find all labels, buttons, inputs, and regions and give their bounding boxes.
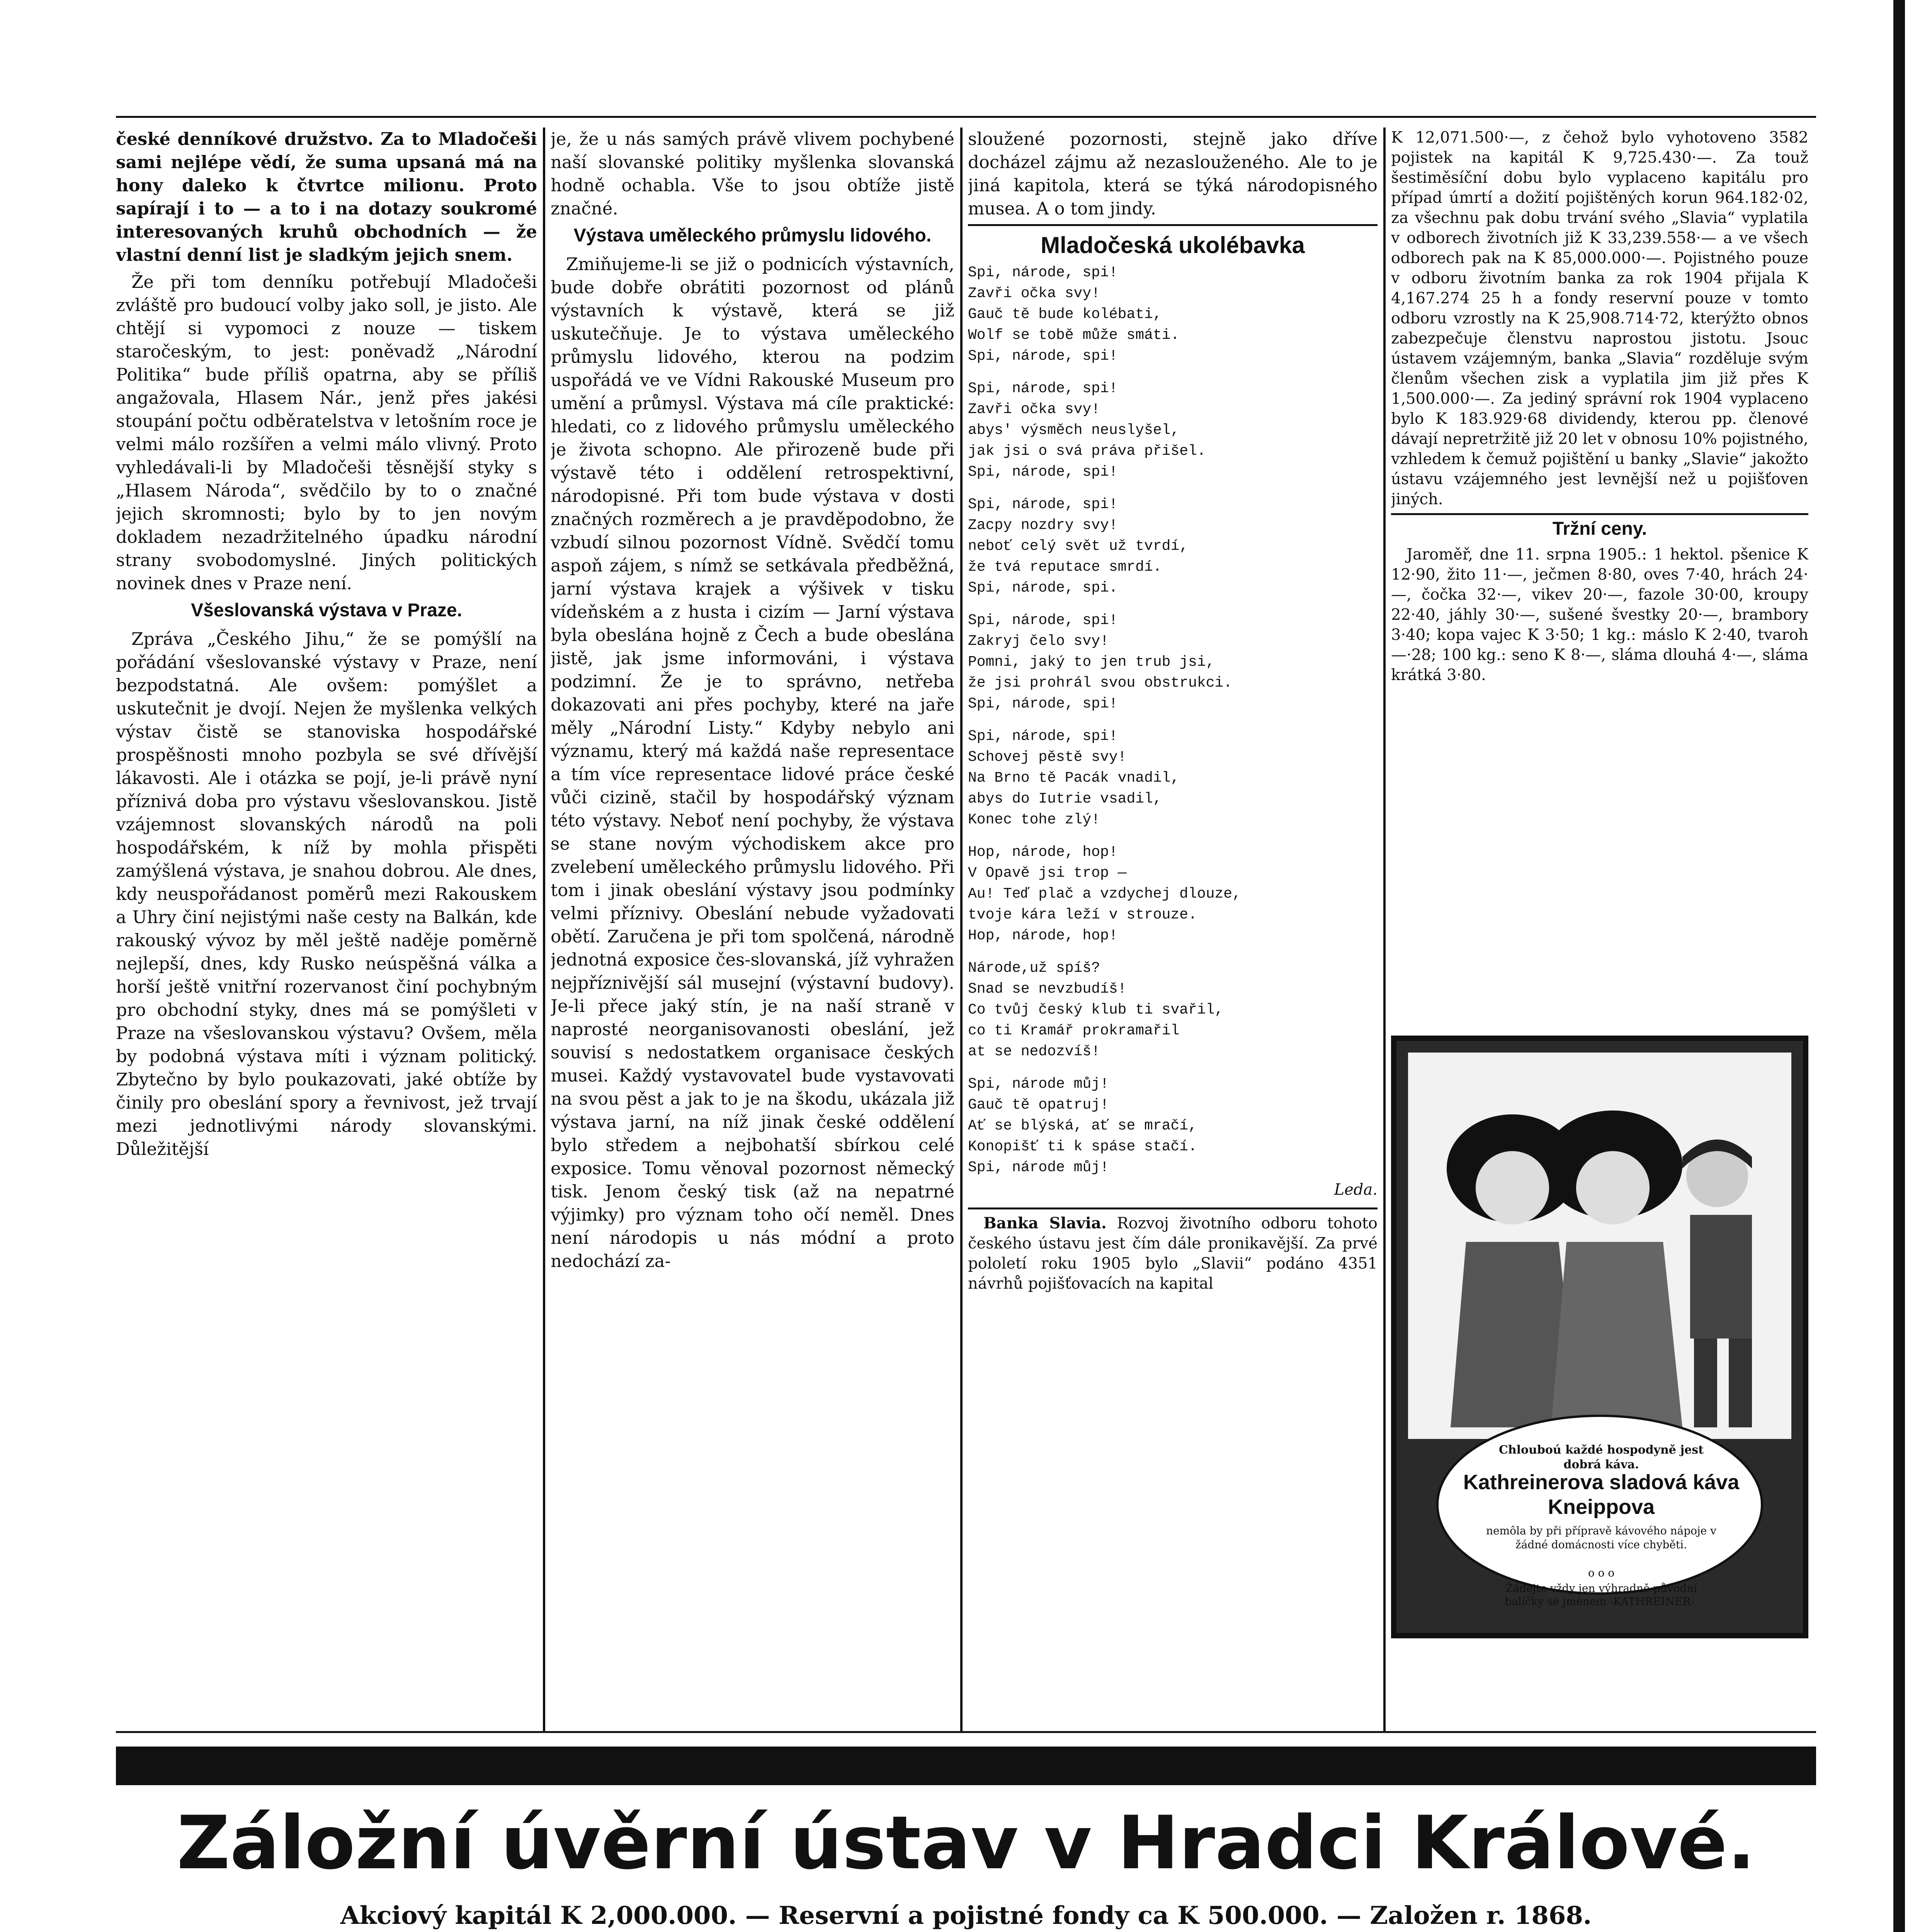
right-edge-column [1928, 0, 1932, 1932]
poem-line: Spi, národe můj! [968, 1076, 1109, 1092]
col1-heading: Všeslovanská výstava v Praze. [191, 600, 462, 621]
col3-paragraph-1: sloužené pozornosti, stejně jako dříve docházel zájmu až nezaslouženého. Ale to je jiná kapitola, která se týká národopisného musea. A o tom jindy. [968, 129, 1378, 219]
poem-line: Konopišť ti k spáse stačí. [968, 1138, 1197, 1155]
poem-line: Gauč tě bude kolébati, [968, 306, 1162, 323]
col3-rule-2 [968, 1208, 1378, 1209]
column-rule-1 [543, 128, 545, 1731]
top-rule [116, 116, 1816, 118]
poem-line: že jsi prohrál svou obstrukci. [968, 675, 1233, 691]
column-rule-3 [1383, 128, 1386, 1731]
poem-line: Spi, národe, spi! [968, 612, 1118, 629]
bank-slavia-paragraph [968, 1213, 1378, 1294]
poem-signature: Leda. [1334, 1181, 1378, 1199]
poem-line: Spi, národe, spi! [968, 696, 1118, 712]
bank-ad-title: Záložní úvěrní ústav v Hradci Králové. [177, 1800, 1755, 1886]
poem-line: Spi, národe můj! [968, 1159, 1109, 1176]
market-prices-heading: Tržní ceny. [1552, 519, 1647, 539]
col3-rule [968, 224, 1378, 226]
poem-line: Zakryj čelo svy! [968, 633, 1109, 650]
kathreiner-body: nemôla by při přípravě kávového nápoje v žádné domácnosti více chyběti. [1486, 1524, 1716, 1551]
poem-line: Zavři očka svy! [968, 285, 1100, 302]
col2-heading: Výstava uměleckého průmyslu lidového. [573, 225, 932, 246]
col1-paragraph-2: Že při tom denníku potřebují Mladočeši zvláště pro budoucí volby jako soll, je jisto. Ale chtějí si vypomoci z nouze — tiskem staročeským, to jest: poněvadž „Národní Politika“ bude příliš opatrna, aby se příliš angažovala, Hlasem Nár., jenž přes jakési stoupání počtu odběratelstva v letošním roce je velmi málo rozšířen a velmi málo vlivný. Proto vyhledávali-li by Mladočeši těsnější styky s „Hlasem Národa“, svědčilo by to o značné jejich skromnosti; bylo by to jen novým dokladem nezadržitelného úpadku národní strany svobodomyslné. Jiných politických novinek dnes v Praze není. [116, 272, 537, 594]
poem-line: Co tvůj český klub ti svařil, [968, 1002, 1224, 1018]
poem-stanza-8 [968, 1074, 1378, 1178]
poem-line: že tvá reputace smrdí. [968, 559, 1162, 575]
poem-line: Spi, národe, spi. [968, 580, 1118, 596]
poem-line: Konec tohe zlý! [968, 811, 1100, 828]
poem-line: Ať se blýská, ať se mračí, [968, 1117, 1197, 1134]
poem-stanza-6 [968, 842, 1378, 946]
kathreiner-name: Kathreinerova sladová káva Kneippova [1463, 1471, 1740, 1519]
poem-line: Spi, národe, spi! [968, 728, 1118, 745]
poem-stanza-2 [968, 378, 1378, 483]
poem-line: co ti Kramář prokramařil [968, 1022, 1180, 1039]
column-1 [116, 128, 537, 1731]
poem-line: Spi, národe, spi! [968, 380, 1118, 397]
poem-line: Spi, národe, spi! [968, 496, 1118, 513]
col1-paragraph-1: české denníkové družstvo. Za to Mladočeši sami nejlépe vědí, že suma upsaná má na hony daleko k čtvrtce milionu. Proto sapírají i to — a to i na dotazy soukromé interesovaných kruhů obchodních — že vlastní denní list je sladkým jejich snem. [116, 129, 537, 265]
poem-line: Hop, národe, hop! [968, 927, 1118, 944]
col4-paragraph-1: K 12,071.500·—, z čehož bylo vyhotoveno 3582 pojistek na kapitál K 9,725.430·—. Za touž šestiměsíční dobu bylo vyplaceno kapitálu pro případ úmrtí a dožití pojištěných korun 964.182·02, za všechnu pak dobu trvání svého „Slavia“ vyplatila v odborech životních již K 33,239.558·— a ve všech odborech pak na K 85,000.000·—. Pojistného pouze v odboru životním banka za rok 1904 přijala K 4,167.274 25 h a fondy reservní pouze v tomto odboru vzrostly na K 25,908.714·72, kterýžto obnos zabezpečuje členstvu naprostou jistotu. Jsouc ústavem vzájemným, banka „Slavia“ rozděluje svým členům všechen zisk a vyplatila jim již přes K 1,500.000·—. Za jediný správní rok 1904 vyplaceno bylo K 183.929·68 dividendy, kterou pp. členové dávají nepretržitě již 20 let v obnosu 10% pojistného, vzhledem k čemuž pojištění u banky „Slavie“ jakožto ústavu vzájemného jest levnější než u pojišťoven jiných. [1391, 129, 1808, 508]
col4-rule [1391, 513, 1808, 515]
poem-line: abys do Iutrie vsadil, [968, 791, 1162, 807]
poem-line: Na Brno tě Pacák vnadil, [968, 770, 1180, 786]
poem-line: Gauč tě opatruj! [968, 1097, 1109, 1113]
poem-line: abys' výsměch neuslyšel, [968, 422, 1180, 439]
bank-ad-line-1: Akciový kapitál K 2,000.000. — Reservní a pojistné fondy ca K 500.000. — Založen r. 1868. [340, 1901, 1592, 1930]
poem-line: tvoje kára leží v strouze. [968, 906, 1197, 923]
right-margin-rule [1893, 0, 1905, 1932]
poem-line: at se nedozvíš! [968, 1043, 1100, 1060]
columns-bottom-rule [116, 1731, 1816, 1733]
poem-line: Zacpy nozdry svy! [968, 517, 1118, 534]
kathreiner-bottom: Žádejte vždy jen výhradně původní balíčky se jménem -KATHREINER-. [1505, 1582, 1698, 1608]
poem-line: Wolf se tobě může smáti. [968, 327, 1180, 344]
col1-paragraph-3: Zpráva „Českého Jihu,“ že se pomýšlí na pořádání všeslovanské výstavy v Praze, není bezpodstatná. Ale ovšem: pomýšlet a uskutečnit je dvojí. Nejen že myšlenka velkých výstav čistě se stanoviska hospodářské prospěšnosti mnoho pozbyla se své dřívější lákavosti. Ale i otázka se pojí, je-li právě nyní příznivá doba pro výstavu všeslovanskou. Jistě vzájemnost slovanských národů na poli hospodářském, k níž by mohla přispěti zamýšlená výstava, je snahou dobrou. Ale dnes, kdy neuspořádanost poměrů mezi Rakouskem a Uhry činí nejistými naše cesty na Balkán, kde rakouský vývoz by měl ještě naděje poměrně nejlepší, dnes, kdy Rusko neúspěšná válka a horší ještě vnitřní rozervanost činí pochybným pro obchodní styky, dnes má se pomýšleti v Praze na všeslovanskou výstavu? Ovšem, měla by podobná výstava míti i význam politický. Zbytečno by bylo poukazovati, jaké obtíže by činily pro obeslání spory a řevnivost, jež trvají mezi jednotlivými národy slovanskými. Důležitější [116, 629, 537, 1159]
kathreiner-ad [1391, 1036, 1808, 1638]
poem-stanza-7 [968, 958, 1378, 1062]
poem-line: V Opavě jsi trop — [968, 865, 1127, 881]
bank-ad-top-bar [116, 1747, 1816, 1785]
column-2 [551, 128, 954, 1731]
poem-line: jak jsi o svá práva přišel. [968, 443, 1206, 459]
col2-paragraph-1: je, že u nás samých právě vlivem pochybené naší slovanské politiky myšlenka slovanská hodně ochabla. Vše to jsou obtíže jistě značné. [551, 129, 954, 219]
column-rule-2 [960, 128, 963, 1731]
poem-line: Spi, národe, spi! [968, 348, 1118, 364]
col2-paragraph-2: Zmiňujeme-li se již o podnicích výstavních, bude dobře obrátiti pozornost od plánů výstavních k výstavě, která se již uskutečňuje. Je to výstava uměleckého průmyslu lidového, kterou na podzim uspořádá ve ve Vídni Rakouské Museum pro umění a průmysl. Výstava má cíle praktické: hledati, co z lidového průmyslu uměleckého je života schopno. Ale přirozeně bude při výstavě této i oddělení retrospektivní, národopisné. Při tom bude výstava v dosti značných rozměrech a je pravděpodobno, že vzbudí silnou pozornost Vídně. Svědčí tomu aspoň zájem, s nímž se setkávala předběžná, jarní výstava krajek a výšivek v tisku vídeňském a z husta i cizím — Jarní výstava byla obeslána hojně z Čech a bude obeslána jistě, jak jsme informováni, i výstava podzimní. Že je to správno, netřeba dokazovati ani přes pochyby, které na jaře měly „Národní Listy.“ Kdyby nebylo ani významu, který má každá naše representace a tím více representace lidové práce české vůči cizině, stačil by hospodářský význam této výstavy. Neboť není pochyby, že výstava se stane novým východiskem akce pro zvelebení uměleckého průmyslu lidového. Při tom i jinak obeslání výstavy jsou podmínky velmi příznivy. Obeslání nebude vyžadovati obětí. Zaručena je při tom spolčená, národně jednotná exposice čes-slovanská, jíž vyhražen nejpříznivější sál musejní (výstavní budovy). Je-li přece jaký stín, je na naší straně v naprosté neorganisovanosti obeslání, jež souvisí s nedostatkem organisace českých musei. Každý vystavovatel bude vystavovati na svou pěst a jak to je na škodu, ukázala již výstava jarní, na níž jinak české oddělení bylo středem a nejbohatší sbírkou celé exposice. Tomu věnoval pozornost německý tisk. Jenom český tisk (až na nepatrné výjimky) pro význam toho očí neměl. Dnes není národopis u nás módní a proto nedochází za- [551, 254, 954, 1271]
poem-stanza-5 [968, 726, 1378, 830]
poem-line: Au! Teď plač a vzdychej dlouze, [968, 886, 1241, 902]
poem-stanza-1 [968, 262, 1378, 367]
poem-stanza-3 [968, 494, 1378, 599]
poem-line: Snad se nevzbudíš! [968, 981, 1127, 997]
poem-line: Spi, národe, spi! [968, 264, 1118, 281]
poem-line: Pomni, jaký to jen trub jsi, [968, 654, 1215, 670]
poem-line: Spi, národe, spi! [968, 464, 1118, 480]
kathreiner-ooo: o o o [1588, 1566, 1615, 1579]
poem-line: Zavři očka svy! [968, 401, 1100, 418]
poem-stanza-4 [968, 610, 1378, 714]
kathreiner-top: Chlouboú každé hospodyně jest dobrá káva. [1498, 1443, 1704, 1471]
poem [968, 262, 1378, 1178]
poem-line: Schovej pěstě svy! [968, 749, 1127, 765]
poem-line: Hop, národe, hop! [968, 844, 1118, 861]
poem-title: Mladočeská ukolébavka [1041, 232, 1305, 258]
column-3 [968, 128, 1378, 1731]
poem-line: Národe,už spíš? [968, 960, 1100, 976]
poem-line: neboť celý svět už tvrdí, [968, 538, 1189, 554]
market-prices-text: Jaroměř, dne 11. srpna 1905.: 1 hektol. pšenice K 12·90, žito 11·—, ječmen 8·80, oves 7·40, hrách 24·—, čočka 32·—, vikev 20·—, fazole 30·00, kroupy 22·40, jáhly 30·—, sušené švestky 20·—, brambory 3·40; kopa vajec K 3·50; 1 kg.: máslo K 2·40, tvaroh —·28; 100 kg.: seno K 8·—, sláma dlouhá 4·—, sláma krátká 3·80. [1391, 546, 1808, 684]
bank-slavia-text: Rozvoj životního odboru tohoto českého ústavu jest čím dále pronikavější. Za prvé pololetí roku 1905 bylo „Slavii“ podáno 4351 návrhů pojišťovacích na kapital [968, 1214, 1378, 1293]
bank-slavia-lead: Banka Slavia. [983, 1214, 1107, 1232]
